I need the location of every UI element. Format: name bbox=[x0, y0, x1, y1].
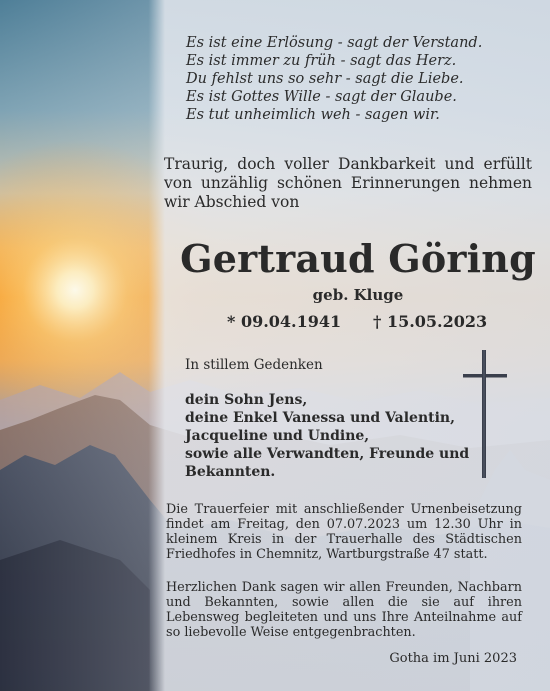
family-line: deine Enkel Vanessa und Valentin, bbox=[185, 410, 455, 426]
maiden-name: geb. Kluge bbox=[312, 286, 404, 304]
poem-line: Du fehlst uns so sehr - sagt die Liebe. bbox=[186, 71, 464, 87]
deceased-name: Gertraud Göring bbox=[180, 236, 536, 281]
thanks-text: Herzlichen Dank sagen wir allen Freunden, Nachbarn und Bekannten, sowie allen die sie auf ihren Lebensweg begleiteten und uns Ihre Anteilnahme auf so liebevolle Weise entgegenbrachten. bbox=[166, 580, 522, 640]
birth-date: * 09.04.1941 bbox=[227, 312, 342, 331]
poem bbox=[186, 34, 526, 124]
intro-text: Traurig, doch voller Dankbarkeit und erfüllt von unzählig schönen Erinnerungen nehmen wir Abschied von bbox=[164, 155, 532, 211]
place-date: Gotha im Juni 2023 bbox=[389, 651, 517, 666]
poem-line: Es ist eine Erlösung - sagt der Verstand. bbox=[186, 35, 483, 51]
cross-icon bbox=[462, 348, 508, 480]
family-line: Jacqueline und Undine, bbox=[185, 428, 370, 444]
family-line: Bekannten. bbox=[185, 464, 276, 480]
poem-line: Es ist immer zu früh - sagt das Herz. bbox=[186, 53, 457, 69]
family-line: sowie alle Verwandten, Freunde und bbox=[185, 446, 470, 462]
memory-line: In stillem Gedenken bbox=[185, 357, 323, 373]
poem-line: Es ist Gottes Wille - sagt der Glaube. bbox=[186, 89, 457, 105]
family-line: dein Sohn Jens, bbox=[185, 392, 308, 408]
death-date: † 15.05.2023 bbox=[373, 312, 488, 331]
funeral-service-info: Die Trauerfeier mit anschließender Urnenbeisetzung findet am Freitag, den 07.07.2023 um 12.30 Uhr in kleinem Kreis in der Trauerhalle des Städtischen Friedhofes in Chemnitz, Wartburgstraße 47 statt. bbox=[166, 502, 522, 562]
poem-line: Es tut unheimlich weh - sagen wir. bbox=[186, 107, 440, 123]
family-list bbox=[185, 391, 469, 481]
